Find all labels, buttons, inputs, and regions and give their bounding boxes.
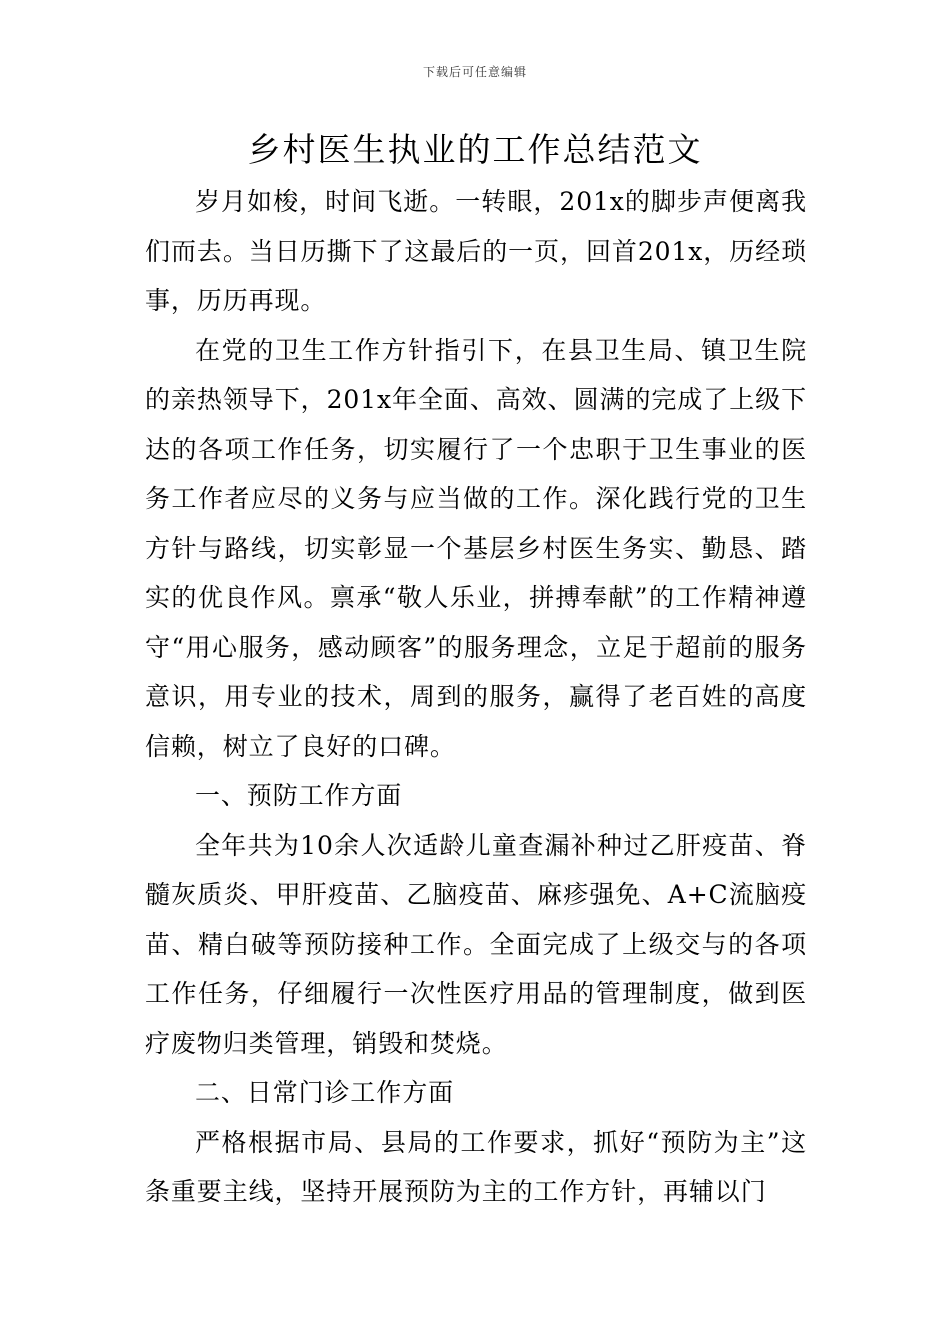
paragraph-prevention: 全年共为10余人次适龄儿童查漏补种过乙肝疫苗、脊髓灰质炎、甲肝疫苗、乙脑疫苗、麻疹强免、A+C流脑疫苗、精白破等预防接种工作。全面完成了上级交与的各项工作任务，仔细履行一次性医疗用品的管理制度，做到医疗废物归类管理，销毁和焚烧。 [145, 830, 807, 1058]
section-heading-prevention: 一、预防工作方面 [195, 781, 403, 810]
section-heading-outpatient: 二、日常门诊工作方面 [195, 1078, 455, 1107]
document-title: 乡村医生执业的工作总结范文 [247, 130, 703, 169]
paragraph-outpatient: 严格根据市局、县局的工作要求，抓好“预防为主”这条重要主线，坚持开展预防为主的工作方针，再辅以门 [145, 1127, 807, 1206]
paragraph-overview: 在党的卫生工作方针指引下，在县卫生局、镇卫生院的亲热领导下，201x年全面、高效、圆满的完成了上级下达的各项工作任务，切实履行了一个忠职于卫生事业的医务工作者应尽的义务与应当做的工作。深化践行党的卫生方针与路线，切实彰显一个基层乡村医生务实、勤恳、踏实的优良作风。禀承“敬人乐业，拼搏奉献”的工作精神遵守“用心服务，感动顾客”的服务理念，立足于超前的服务意识，用专业的技术，周到的服务，赢得了老百姓的高度信赖，树立了良好的口碑。 [145, 335, 807, 761]
header-note: 下载后可任意编辑 [422, 65, 527, 79]
paragraph-intro: 岁月如梭，时间飞逝。一转眼，201x的脚步声便离我们而去。当日历撕下了这最后的一页，回首201x，历经琐事，历历再现。 [145, 187, 807, 315]
document-body [145, 177, 807, 1217]
